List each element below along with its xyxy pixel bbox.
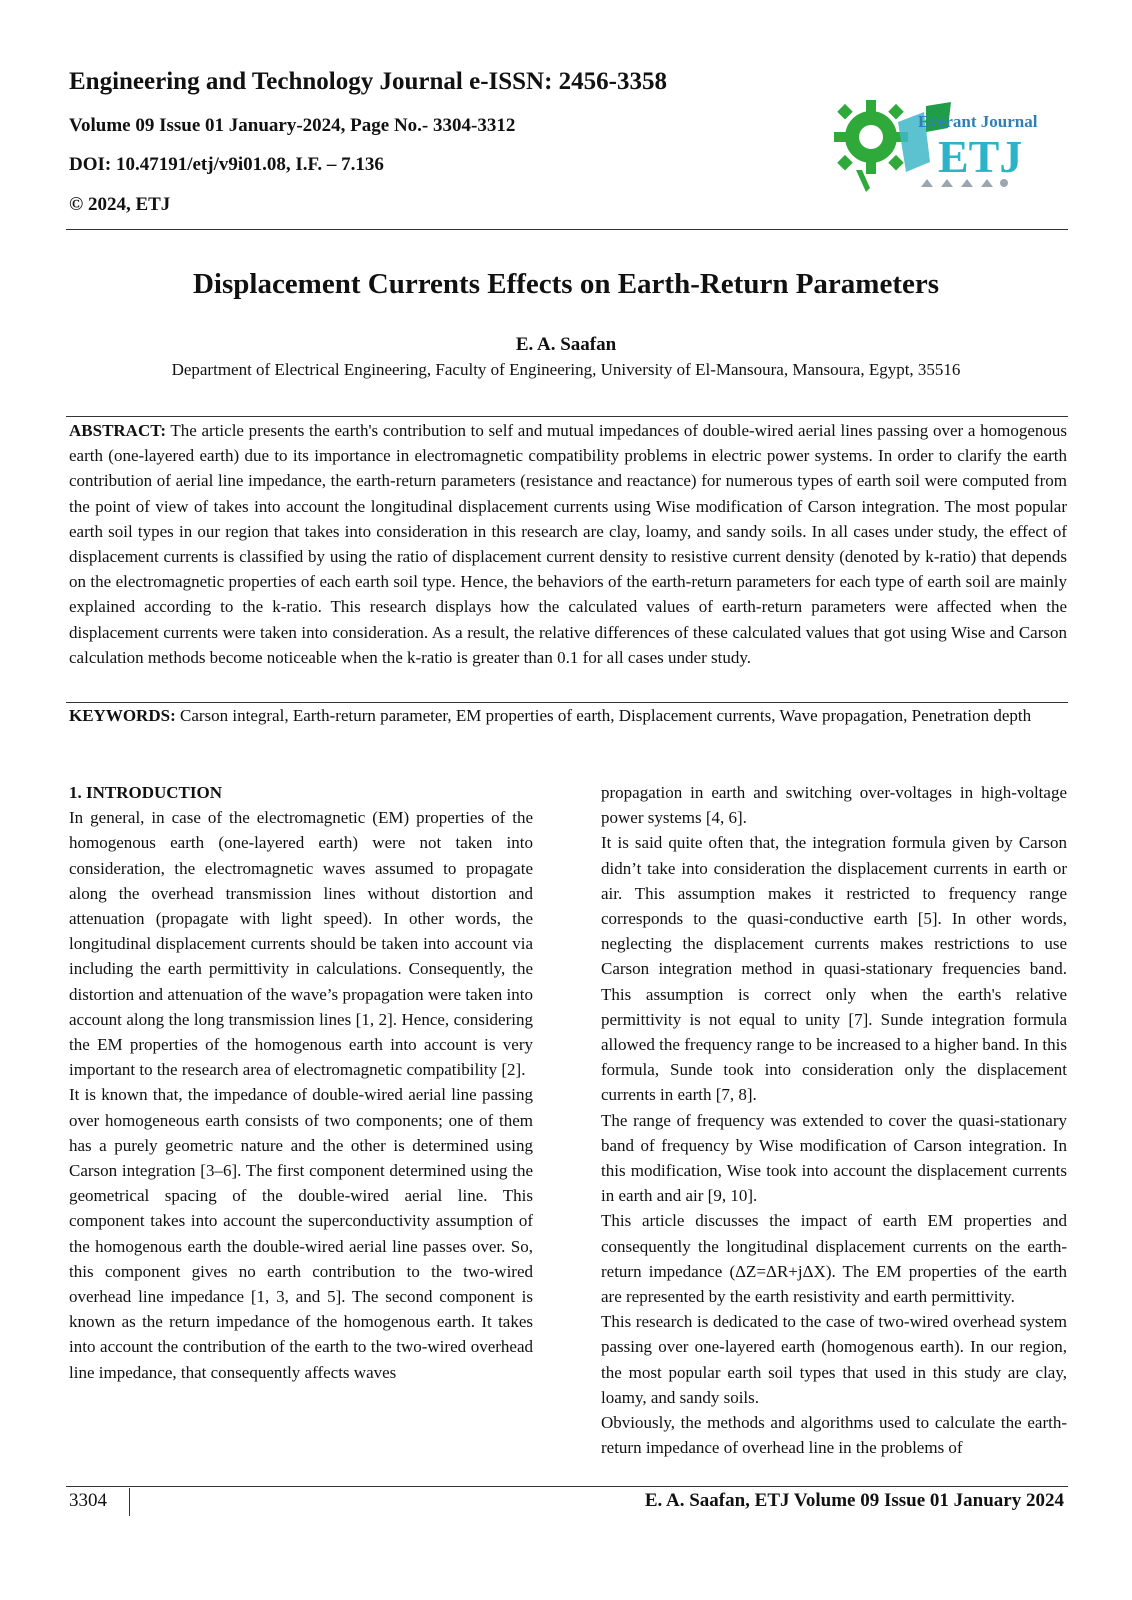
- page-number: 3304: [69, 1490, 107, 1511]
- intro-paragraph: The range of frequency was extended to cover the quasi-stationary band of frequency by Wise modification of Carson integration. In this modification, Wise took into account the displacement currents in earth and air [9, 10].: [601, 1110, 1067, 1206]
- logo-text-main: ETJ: [938, 131, 1023, 182]
- paper-title: Displacement Currents Effects on Earth-Return Parameters: [192, 268, 940, 300]
- abstract-text: The article presents the earth's contribution to self and mutual impedances of double-wired aerial lines passing over a homogenous earth (one-layered earth) due to its importance in electromagnetic compatibility problems in electric power systems. In order to clarify the earth contribution of aerial line impedance, the earth-return parameters (resistance and reactance) for numerous types of earth soil were computed from the point of view of takes into account the longitudinal displacement currents using Wise modification of Carson integration. The most popular earth soil types in our region that takes into consideration in this research are clay, loamy, and sandy soils. In all cases under study, the effect of displacement currents is classified by using the ratio of displacement current density to resistive current density (denoted by k-ratio) that depends on the electromagnetic properties of each earth soil type. Hence, the behaviors of the earth-return parameters for each type of earth soil are mainly explained according to the k-ratio. This research displays how the calculated values of earth-return parameters were affected when the displacement currents were taken into consideration. As a result, the relative differences of these calculated values that got using Wise and Carson calculation methods become noticeable when the k-ratio is greater than 0.1 for all cases under study.: [69, 421, 1067, 667]
- intro-paragraph: It is said quite often that, the integration formula given by Carson didn’t take into consideration the displacement currents in earth or air. This assumption makes it restricted to frequency range corresponds to the quasi-conductive earth [5]. In other words, neglecting the displacement currents makes restrictions to use Carson integration method in quasi-stationary frequencies band. This assumption is correct only when the earth's relative permittivity is not equal to unity [7]. Sunde integration formula allowed the frequency range to be increased to a higher band. In this formula, Sunde took into consideration only the displacement currents in earth [7, 8].: [601, 833, 1067, 1105]
- intro-paragraph: This article discusses the impact of earth EM properties and consequently the longitudinal displacement currents on the earth-return impedance (ΔZ=ΔR+jΔX). The EM properties of the earth are represented by the earth resistivity and earth permittivity.: [601, 1211, 1067, 1307]
- intro-paragraph: Obviously, the methods and algorithms used to calculate the earth-return impedance of overhead line in the problems of: [601, 1413, 1067, 1458]
- body-column-left: [69, 780, 533, 1385]
- journal-logo: [826, 92, 1046, 202]
- footer-rule: [66, 1486, 1068, 1487]
- intro-paragraph: propagation in earth and switching over-voltages in high-voltage power systems [4, 6].: [601, 783, 1067, 828]
- doi-info: DOI: 10.47191/etj/v9i01.08, I.F. – 7.136: [69, 154, 384, 175]
- logo-text-top: Everant Journal: [918, 112, 1038, 131]
- body-column-right: [601, 780, 1067, 1460]
- footer-citation: E. A. Saafan, ETJ Volume 09 Issue 01 January 2024: [644, 1490, 1064, 1511]
- author-affiliation: Department of Electrical Engineering, Faculty of Engineering, University of El-Mansoura, Mansoura, Egypt, 35516: [171, 360, 961, 379]
- intro-paragraph: It is known that, the impedance of double-wired aerial line passing over homogeneous earth consists of two components; one of them has a purely geometric nature and the other is determined using Carson integration [3–6]. The first component determined using the geometrical spacing of the double-wired aerial line. This component takes into account the superconductivity assumption of the homogenous earth the double-wired aerial line passes over. So, this component gives no earth contribution to the two-wired overhead line impedance [1, 3, and 5]. The second component is known as the return impedance of the homogenous earth. It takes into account the contribution of the earth to the two-wired overhead line impedance, that consequently affects waves: [69, 1085, 533, 1382]
- journal-title: Engineering and Technology Journal e-ISSN: 2456-3358: [69, 68, 668, 95]
- header-divider: [66, 229, 1068, 230]
- abstract: [69, 418, 1067, 670]
- intro-paragraph: In general, in case of the electromagnetic (EM) properties of the homogenous earth (one-layered earth) were not taken into consideration, the electromagnetic waves assumed to propagate along the overhead transmission lines without distortion and attenuation (propagate with light speed). In other words, the longitudinal displacement currents should be taken into account via including the earth permittivity in calculations. Consequently, the distortion and attenuation of the wave’s propagation were taken into account along the long transmission lines [1, 2]. Hence, considering the EM properties of the homogenous earth into account is very important to the research area of electromagnetic compatibility [2].: [69, 808, 533, 1080]
- abstract-label: ABSTRACT:: [69, 421, 166, 440]
- volume-info: Volume 09 Issue 01 January-2024, Page No.- 3304-3312: [69, 115, 516, 136]
- author-name: E. A. Saafan: [515, 334, 617, 355]
- section-heading-introduction: 1. INTRODUCTION: [69, 783, 223, 802]
- abstract-top-rule: [66, 416, 1068, 417]
- keywords-text: Carson integral, Earth-return parameter, EM properties of earth, Displacement currents, Wave propagation, Penetration depth: [179, 706, 1032, 725]
- footer-separator: [129, 1488, 130, 1516]
- keywords-label: KEYWORDS:: [69, 706, 176, 725]
- intro-paragraph: This research is dedicated to the case of two-wired overhead system passing over one-layered earth (homogenous earth). In our region, the most popular earth soil types that used in this study are clay, loamy, and sandy soils.: [601, 1312, 1067, 1407]
- copyright: © 2024, ETJ: [69, 194, 171, 215]
- keywords: [69, 703, 1067, 728]
- etj-logo-graphic: [826, 92, 1046, 202]
